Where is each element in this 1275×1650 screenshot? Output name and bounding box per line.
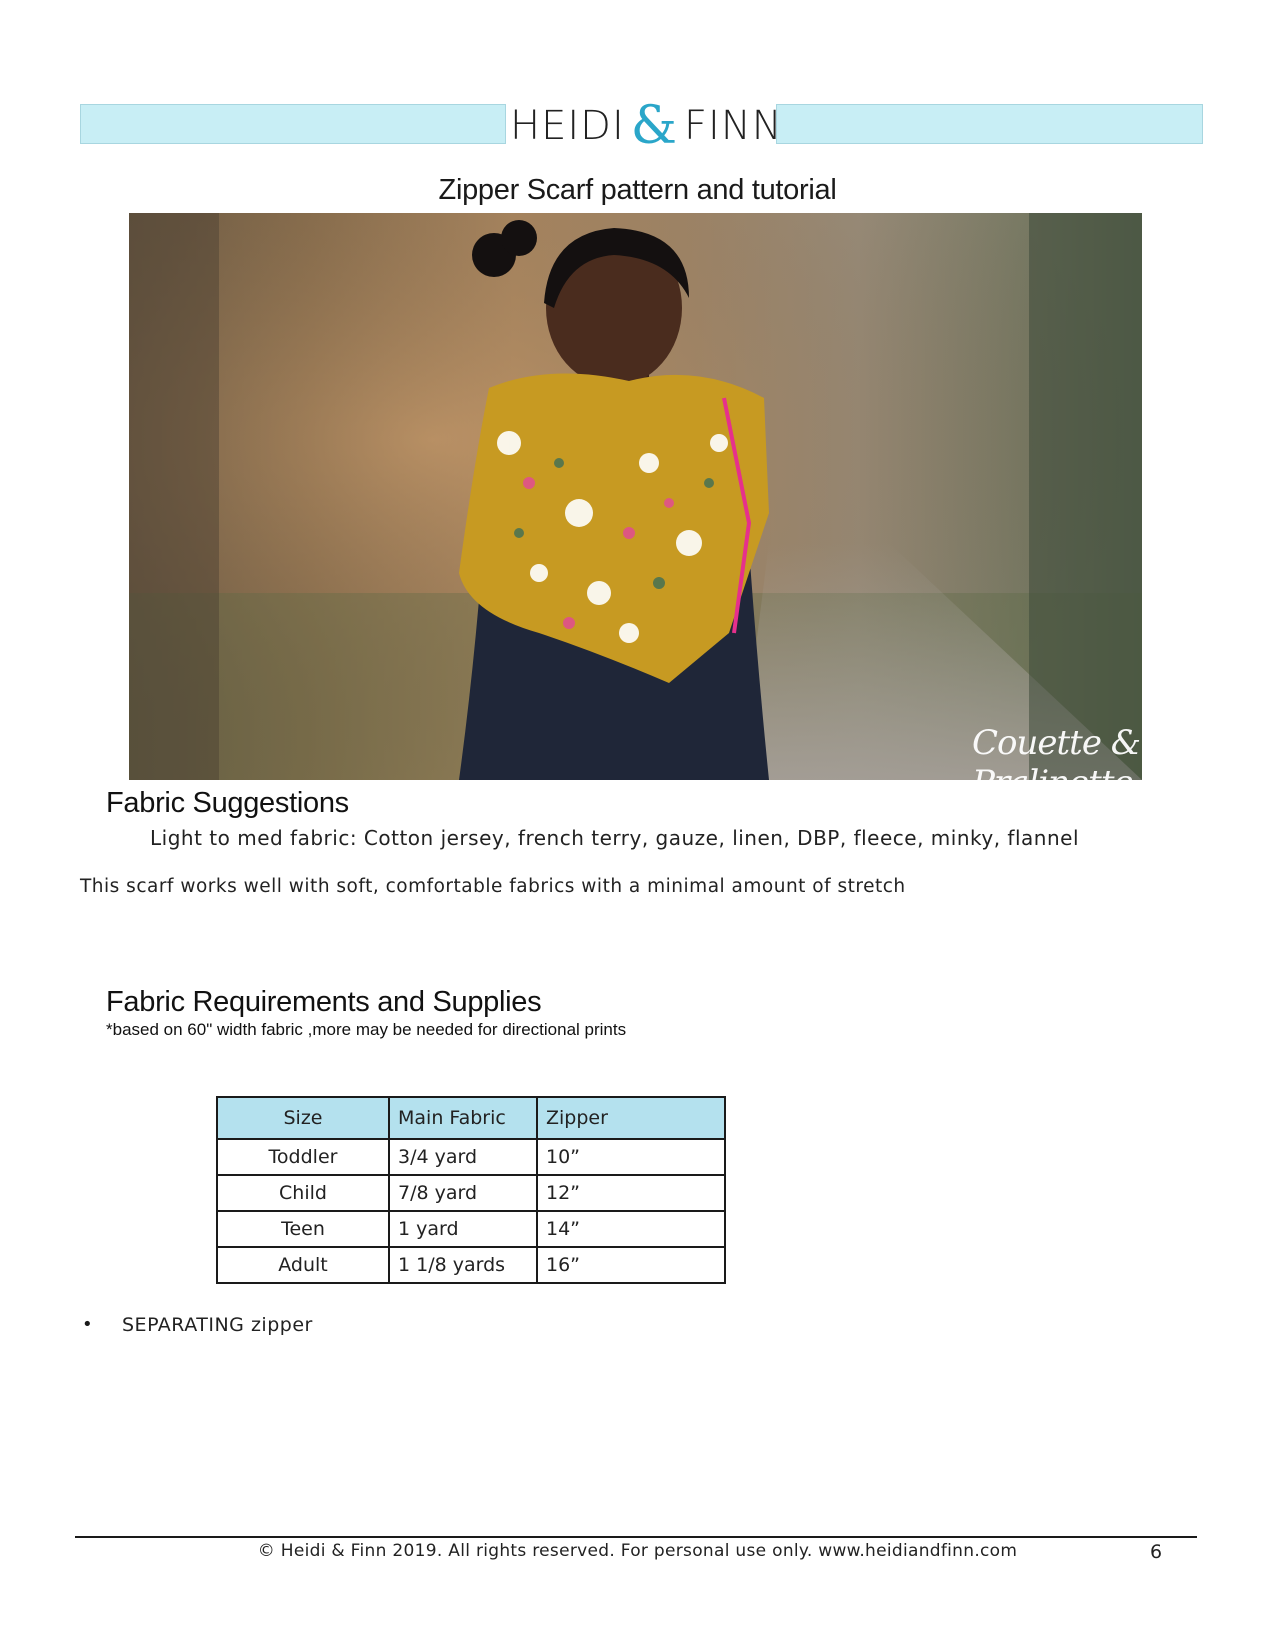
- table-row: [217, 1247, 725, 1283]
- table-row: [217, 1211, 725, 1247]
- cell-size: Adult: [217, 1247, 389, 1283]
- cell-main-fabric: 1 yard: [389, 1211, 537, 1247]
- photo-watermark: Couette & Pralinette: [972, 723, 1141, 803]
- table-row: [217, 1139, 725, 1175]
- cell-main-fabric: 1 1/8 yards: [389, 1247, 537, 1283]
- footer-divider: [75, 1536, 1197, 1538]
- cell-size: Toddler: [217, 1139, 389, 1175]
- cell-zipper: 10”: [537, 1139, 725, 1175]
- brand-ampersand: &: [630, 96, 679, 156]
- table-header-main-fabric: Main Fabric: [389, 1097, 537, 1139]
- requirements-heading: Fabric Requirements and Supplies: [106, 986, 542, 1018]
- supply-item: SEPARATING zipper: [122, 1314, 313, 1336]
- fabric-suggestions-line1: Light to med fabric: Cotton jersey, french terry, gauze, linen, DBP, fleece, minky, flannel: [150, 826, 1079, 850]
- cell-zipper: 16”: [537, 1247, 725, 1283]
- header-bar-left: [80, 104, 506, 144]
- cell-main-fabric: 3/4 yard: [389, 1139, 537, 1175]
- brand-right: FINN: [684, 103, 783, 149]
- fabric-suggestions-heading: Fabric Suggestions: [106, 787, 349, 819]
- table-header-row: [217, 1097, 725, 1139]
- table-header-zipper: Zipper: [537, 1097, 725, 1139]
- table-header-size: Size: [217, 1097, 389, 1139]
- bullet-dot: •: [82, 1314, 93, 1335]
- table-row: [217, 1175, 725, 1211]
- brand-left: HEIDI: [510, 103, 625, 149]
- brand-logo: [510, 92, 783, 156]
- photo-illustration: [129, 213, 1142, 780]
- page-number: 6: [1150, 1541, 1163, 1563]
- requirements-note: *based on 60" width fabric ,more may be needed for directional prints: [106, 1020, 627, 1039]
- cell-size: Child: [217, 1175, 389, 1211]
- cell-zipper: 14”: [537, 1211, 725, 1247]
- hero-photo: [129, 213, 1142, 803]
- requirements-table: [216, 1096, 726, 1284]
- cell-main-fabric: 7/8 yard: [389, 1175, 537, 1211]
- footer-copyright: © Heidi & Finn 2019. All rights reserved. For personal use only. www.heidiandfinn.com: [257, 1541, 1018, 1561]
- page-title: Zipper Scarf pattern and tutorial: [438, 174, 837, 206]
- header-bar-right: [776, 104, 1203, 144]
- cell-zipper: 12”: [537, 1175, 725, 1211]
- fabric-suggestions-line2: This scarf works well with soft, comfortable fabrics with a minimal amount of stretch: [80, 876, 906, 897]
- cell-size: Teen: [217, 1211, 389, 1247]
